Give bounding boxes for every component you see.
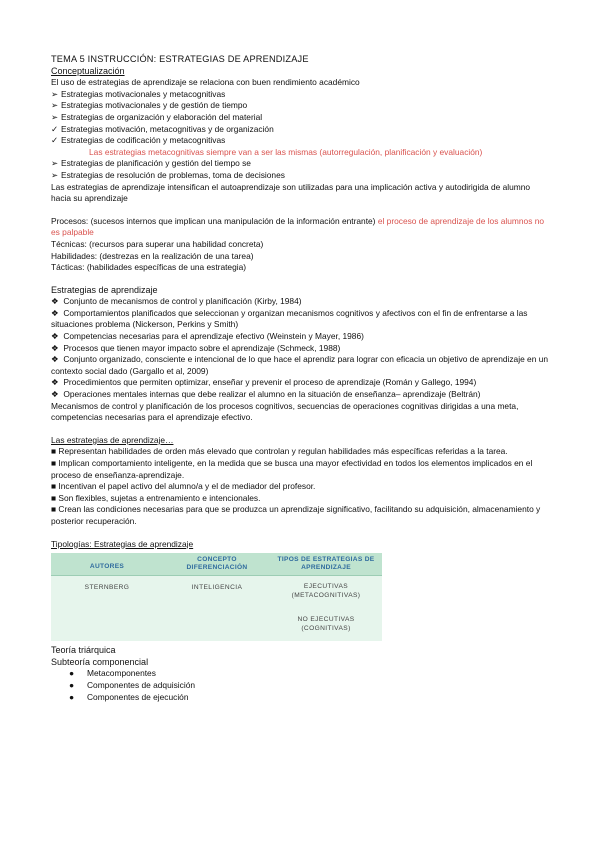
diamond-bullet-icon: ❖ xyxy=(51,377,59,388)
list-item: ✓ Estrategias de codificación y metacognitivas xyxy=(51,135,226,146)
document-content xyxy=(51,54,551,703)
section-heading-estrategias: Estrategias de aprendizaje xyxy=(51,284,158,295)
diamond-bullet-icon: ❖ xyxy=(51,354,59,365)
diamond-bullet-icon: ❖ xyxy=(51,389,59,400)
list-item: ➢ Estrategias de organización y elaboración del material xyxy=(51,111,263,122)
habilidades-definition: Habilidades: (destrezas en la realización de una tarea) xyxy=(51,250,254,261)
diamond-bullet-icon: ❖ xyxy=(51,331,59,342)
list-item: ➢ Estrategias motivacionales y metacognitivas xyxy=(51,88,226,99)
tecnicas-definition: Técnicas: (recursos para superar una habilidad concreta) xyxy=(51,238,264,249)
list-item: ❖ Comportamientos planificados que seleccionan y organizan mecanismos cognitivos y afectivos con el fin de enfrentarse a las situaciones problema (Nickerson, Perkins y Smith) xyxy=(51,307,528,330)
list-item: ❖ Conjunto organizado, consciente e intencional de lo que hace el aprendiz para lograr con eficacia un objetivo de aprendizaje en un contexto social dado (Gargallo et al, 2009) xyxy=(51,354,549,376)
cell-author: STERNBERG xyxy=(84,584,130,592)
section-heading-las-estrategias: Las estrategias de aprendizaje… xyxy=(51,434,174,445)
square-bullet-icon: ■ xyxy=(51,504,57,515)
check-bullet-icon: ✓ xyxy=(51,123,59,134)
dot-bullet-icon: ● xyxy=(69,679,75,690)
list-item: ✓ Estrategias motivación, metacognitivas y de organización xyxy=(51,123,274,134)
arrow-bullet-icon: ➢ xyxy=(51,111,59,122)
list-item: ❖ Competencias necesarias para el aprendizaje efectivo (Weinstein y Mayer, 1986) xyxy=(51,331,364,342)
cell-type-ejecutivas: EJECUTIVAS (METACOGNITIVAS) xyxy=(291,583,361,600)
diamond-bullet-icon: ❖ xyxy=(51,342,59,353)
square-bullet-icon: ■ xyxy=(51,446,57,457)
procesos-definition: Procesos: (sucesos internos que implican una manipulación de la información entrante) el proceso de aprendizaje de los alumnos no es palpable xyxy=(51,215,545,238)
cell-concept: INTELIGENCIA xyxy=(191,584,243,592)
list-item: ■ Incentivan el papel activo del alumno/a y el de mediador del profesor. xyxy=(51,481,316,492)
list-item: ■ Crean las condiciones necesarias para que se produzca un aprendizaje significativo, facilitando su adquisición, almacenamiento y posterior recuperación. xyxy=(51,504,541,526)
arrow-bullet-icon: ➢ xyxy=(51,100,59,111)
subtheory-heading: Subteoría componencial xyxy=(51,656,149,667)
arrow-bullet-icon: ➢ xyxy=(51,88,59,99)
header-tipos: TIPOS DE ESTRATEGIAS DE APRENDIZAJE xyxy=(277,556,375,572)
summary-paragraph: Mecanismos de control y planificación de los procesos cognitivos, secuencias de operaciones cognitivas dirigidas a una meta, competencias necesarias para el aprendizaje efectivo. xyxy=(51,400,519,423)
arrow-bullet-icon: ➢ xyxy=(51,169,59,180)
square-bullet-icon: ■ xyxy=(51,481,57,492)
arrow-bullet-icon: ➢ xyxy=(51,158,59,169)
list-item: ❖ Operaciones mentales internas que debe realizar el alumno en la situación de enseñanza– aprendizaje (Beltrán) xyxy=(51,389,481,400)
header-concepto: CONCEPTO DIFERENCIACIÓN xyxy=(186,556,248,572)
header-autores: AUTORES xyxy=(89,563,125,571)
list-item: ● Componentes de ejecución xyxy=(69,691,189,702)
list-item: ❖ Procedimientos que permiten optimizar, enseñar y prevenir el proceso de aprendizaje (Román y Gallego, 1994) xyxy=(51,377,477,388)
list-item: ❖ Procesos que tienen mayor impacto sobre el aprendizaje (Schmeck, 1988) xyxy=(51,342,341,353)
metacognitive-note: Las estrategias metacognitivas siempre van a ser las mismas (autorregulación, planificación y evaluación) xyxy=(89,146,483,157)
list-item: ➢ Estrategias de resolución de problemas, toma de decisiones xyxy=(51,169,285,180)
list-item: ■ Representan habilidades de orden más elevado que controlan y regulan habilidades más específicas referidas a la tarea. xyxy=(51,446,508,457)
diamond-bullet-icon: ❖ xyxy=(51,307,59,318)
page-title: TEMA 5 INSTRUCCIÓN: ESTRATEGIAS DE APRENDIZAJE xyxy=(51,54,309,64)
check-bullet-icon: ✓ xyxy=(51,135,59,146)
theory-heading: Teoría triárquica xyxy=(51,645,116,656)
intro-text: El uso de estrategias de aprendizaje se relaciona con buen rendimiento académico xyxy=(51,77,360,88)
tacticas-definition: Tácticas: (habilidades específicas de una estrategia) xyxy=(51,262,247,273)
dot-bullet-icon: ● xyxy=(69,691,75,702)
list-item: ● Metacomponentes xyxy=(69,668,156,679)
list-item: ➢ Estrategias de planificación y gestión del tiempo se xyxy=(51,158,251,169)
square-bullet-icon: ■ xyxy=(51,492,57,503)
list-item: ■ Implican comportamiento inteligente, en la medida que se busca una mayor efectividad en todos los elementos implicados en el proceso de enseñanza-aprendizaje. xyxy=(51,458,533,480)
closing-paragraph: Las estrategias de aprendizaje intensifican el autoaprendizaje son utilizadas para una implicación activa y autodirigida de alumno hacia su aprendizaje xyxy=(51,181,531,204)
section-heading-conceptualizacion: Conceptualización xyxy=(51,65,125,76)
diamond-bullet-icon: ❖ xyxy=(51,296,59,307)
cell-type-no-ejecutivas: NO EJECUTIVAS (COGNITIVAS) xyxy=(297,616,355,633)
list-item: ● Componentes de adquisición xyxy=(69,679,196,690)
dot-bullet-icon: ● xyxy=(69,668,75,679)
list-item: ➢ Estrategias motivacionales y de gestión de tiempo xyxy=(51,100,248,111)
typology-table-image xyxy=(51,553,382,641)
section-heading-tipologias: Tipologías: Estrategias de aprendizaje xyxy=(51,538,194,549)
procesos-note: el proceso de aprendizaje de los alumnos no es palpable xyxy=(51,215,545,238)
list-item: ❖ Conjunto de mecanismos de control y planificación (Kirby, 1984) xyxy=(51,296,302,307)
list-item: ■ Son flexibles, sujetas a entrenamiento e intencionales. xyxy=(51,492,261,503)
square-bullet-icon: ■ xyxy=(51,458,57,468)
